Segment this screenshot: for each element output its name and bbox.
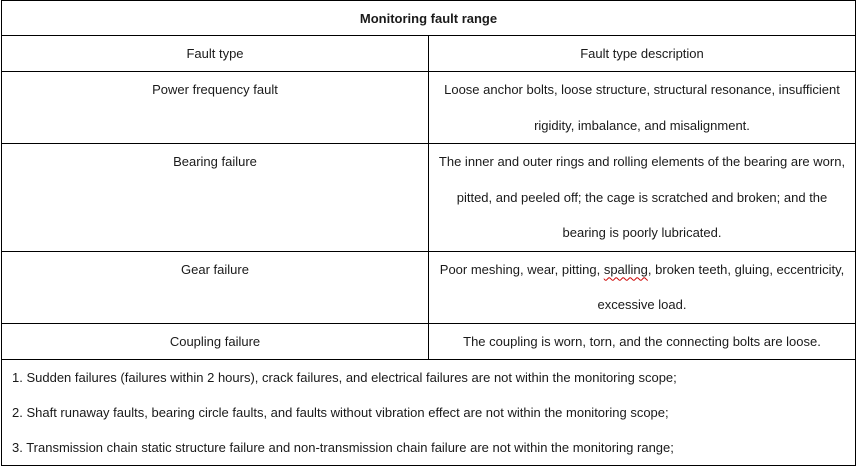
fault-type-cell	[2, 323, 429, 359]
fault-description-text: The inner and outer rings and rolling elements of the bearing are worn, pitted, and peeled off; the cage is scratched and broken; and the bearing is poorly lubricated.	[438, 154, 846, 240]
description-part: , broken teeth, gluing, eccentricity, excessive load.	[597, 261, 845, 312]
header-fault-type: Fault type	[2, 36, 429, 72]
table-title: Monitoring fault range	[2, 1, 856, 36]
monitoring-fault-range-table	[1, 0, 856, 466]
notes-row	[2, 359, 856, 465]
fault-type-text: Gear failure	[181, 261, 249, 277]
description-part: Poor meshing, wear, pitting,	[439, 261, 604, 277]
fault-type-cell	[2, 251, 429, 323]
table-row	[2, 72, 856, 144]
table-row	[2, 323, 856, 359]
fault-type-cell	[2, 144, 429, 252]
note-item: 3. Transmission chain static structure failure and non-transmission chain failure are not within the monitoring range;	[12, 439, 674, 455]
fault-description-text: The coupling is worn, torn, and the connecting bolts are loose.	[463, 333, 821, 349]
fault-type-cell	[2, 72, 429, 144]
fault-type-text: Coupling failure	[169, 333, 261, 349]
header-fault-description: Fault type description	[429, 36, 856, 72]
fault-description-text: Loose anchor bolts, loose structure, structural resonance, insufficient rigidity, imbalance, and misalignment.	[444, 82, 840, 133]
table-row	[2, 251, 856, 323]
fault-type-text: Power frequency fault	[152, 82, 278, 97]
fault-type-text: Bearing failure	[173, 154, 257, 169]
fault-description-text	[437, 252, 847, 323]
fault-description-cell	[429, 323, 856, 359]
spellcheck-flagged-word: spalling	[603, 261, 648, 277]
table-row	[2, 144, 856, 252]
fault-description-cell	[429, 144, 856, 252]
fault-description-cell	[429, 72, 856, 144]
notes-cell	[2, 359, 856, 465]
note-item: 2. Shaft runaway faults, bearing circle faults, and faults without vibration effect are not within the monitoring scope;	[12, 404, 669, 420]
table-header-row	[2, 36, 856, 72]
note-item: 1. Sudden failures (failures within 2 hours), crack failures, and electrical failures are not within the monitoring scope;	[12, 369, 677, 385]
table-title-row	[2, 1, 856, 36]
fault-description-cell	[429, 251, 856, 323]
